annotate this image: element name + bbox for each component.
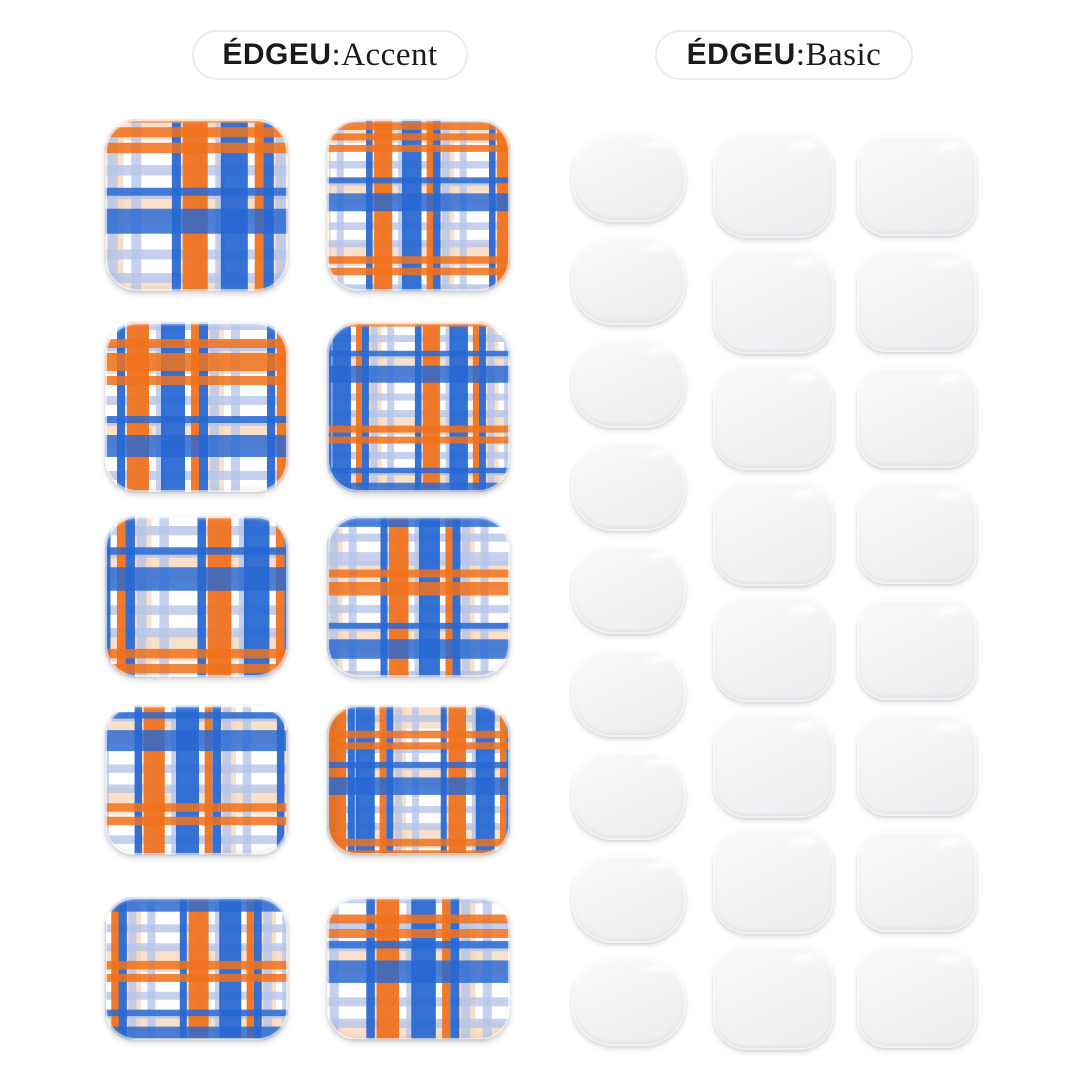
plaid-pattern [105,322,288,492]
plaid-pattern [105,897,288,1039]
nail-tip-white [713,481,834,586]
plaid-pattern [105,705,288,855]
plaid-pattern [327,119,510,291]
nail-tip-plaid [105,119,288,291]
nail-tip-white [713,945,834,1050]
accent-tip-row [105,516,515,677]
nail-tip-plaid [327,897,510,1040]
nail-tip-white [571,855,686,943]
nail-tip-white [571,546,686,634]
nail-tip-white [571,340,686,428]
nail-tip-white [571,958,686,1046]
accent-tip-row [105,119,515,291]
nail-tip-plaid [105,705,288,855]
brand-name-accent: ÉDGEU [222,38,332,71]
accent-label-pill [192,30,468,80]
nail-tip-white [571,134,686,222]
nail-tip-white [857,135,977,236]
plaid-pattern [105,119,288,291]
nail-tip-plaid [105,897,288,1040]
basic-label-pill [655,30,913,80]
nail-tip-white [857,367,977,468]
nail-tip-white [857,947,977,1048]
basic-tips-column-medium [713,133,834,1050]
nail-tip-white [713,597,834,702]
nail-tip-white [571,649,686,737]
nail-tip-white [857,715,977,816]
nail-tip-white [857,599,977,700]
brand-name-basic: ÉDGEU [686,38,796,71]
nail-tip-white [713,249,834,354]
plaid-pattern [327,516,510,677]
plaid-pattern [327,322,510,492]
nail-tip-plaid [327,322,510,492]
nail-tip-white [857,831,977,932]
nail-tip-white [713,365,834,470]
nail-tip-plaid [327,119,510,291]
plaid-pattern [105,516,288,677]
nail-tip-plaid [105,322,288,492]
accent-tips-grid [105,119,515,1040]
nail-tip-white [857,251,977,352]
nail-tip-white [713,829,834,934]
nail-tip-plaid [105,516,288,677]
basic-tips-column-small [571,134,686,1046]
nail-tip-white [571,237,686,325]
nail-tip-plaid [327,705,510,855]
nail-tip-white [857,483,977,584]
variant-name-accent: Accent [341,36,438,73]
label-separator-accent: : [331,36,342,73]
nail-tip-white [571,443,686,531]
label-separator-basic: : [795,36,806,73]
nail-tip-white [713,133,834,238]
variant-name-basic: Basic [805,36,882,73]
plaid-pattern [327,897,510,1040]
basic-tips-column-large [857,135,977,1048]
accent-tip-row [105,322,515,492]
nail-tip-white [713,713,834,818]
plaid-pattern [327,705,510,855]
accent-tip-row [105,705,515,855]
accent-tip-row [105,897,515,1040]
nail-tip-plaid [327,516,510,677]
nail-tip-white [571,752,686,840]
